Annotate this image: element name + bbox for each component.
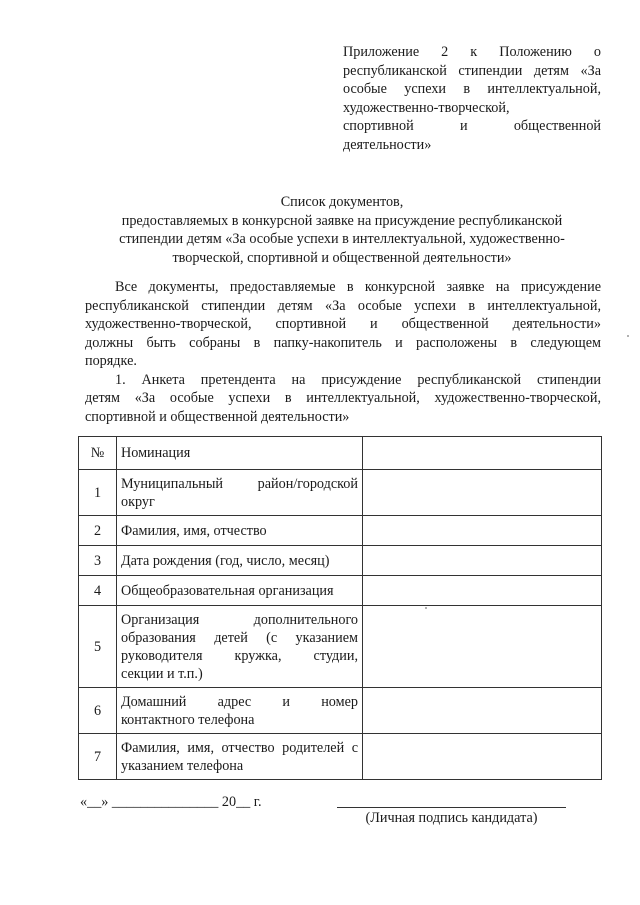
- date-line: «__» _______________ 20__ г.: [80, 794, 262, 810]
- table-row: [79, 470, 602, 516]
- row-label: [117, 688, 363, 734]
- intro-line: порядке.: [85, 353, 137, 369]
- title-line: Список документов,: [280, 194, 404, 210]
- row-label: [117, 470, 363, 516]
- birth-date-field[interactable]: [363, 546, 602, 576]
- table-row: [79, 546, 602, 576]
- title-line: творческой, спортивной и общественной деятельности»: [172, 249, 512, 266]
- municipality-field[interactable]: [363, 470, 602, 516]
- row-label-line: Фамилия, имя, отчество родителей с: [121, 739, 358, 756]
- row-label-line: образования детей (с указанием: [121, 629, 358, 646]
- title-line: предоставляемых в конкурсной заявке на присуждение республиканской: [121, 212, 563, 229]
- row-label-line: Домашний адрес и номер: [121, 693, 358, 710]
- row-label-line: Организация дополнительного: [121, 611, 358, 628]
- appendix-line: особые успехи в интеллектуальной,: [343, 81, 601, 97]
- table-row: [79, 688, 602, 734]
- row-label-line: Муниципальный район/городской: [121, 475, 358, 492]
- school-field[interactable]: [363, 576, 602, 606]
- row-label-line: секции и т.п.): [121, 665, 203, 682]
- appendix-line: Приложение 2 к Положению о: [343, 44, 601, 60]
- title-line: стипендии детям «За особые успехи в интеллектуальной, художественно-: [119, 231, 565, 247]
- appendix-line: спортивной и общественной: [343, 118, 601, 134]
- row-num: 1: [79, 470, 117, 516]
- row-num: 4: [79, 576, 117, 606]
- row-label: [117, 576, 363, 606]
- row-num: 3: [79, 546, 117, 576]
- document-title: [80, 193, 604, 267]
- signature-caption: (Личная подпись кандидата): [365, 810, 538, 826]
- intro-line: спортивной и общественной деятельности»: [85, 408, 350, 425]
- table-row: [79, 576, 602, 606]
- appendix-line: художественно-творческой,: [343, 99, 510, 116]
- intro-line: должны быть собраны в папку-накопитель и расположены в следующем: [85, 334, 601, 351]
- row-num: 5: [79, 606, 117, 688]
- scan-speck: [627, 335, 629, 337]
- intro-line: Все документы, предоставляемые в конкурсной заявке на присуждение: [115, 279, 601, 295]
- row-label: [117, 516, 363, 546]
- table-row: [79, 516, 602, 546]
- row-label-line: Дата рождения (год, число, месяц): [121, 552, 330, 569]
- row-label: [117, 606, 363, 688]
- intro-paragraph: [85, 278, 601, 426]
- row-num: 7: [79, 734, 117, 780]
- row-label-line: руководителя кружка, студии,: [121, 647, 358, 664]
- table-header-row: [79, 437, 602, 470]
- home-address-field[interactable]: [363, 688, 602, 734]
- row-label-line: контактного телефона: [121, 711, 255, 728]
- signature-line: [337, 807, 566, 808]
- extra-education-field[interactable]: [363, 606, 602, 688]
- parents-field[interactable]: [363, 734, 602, 780]
- row-num: 2: [79, 516, 117, 546]
- appendix-line: деятельности»: [343, 136, 432, 153]
- row-label-line: округ: [121, 493, 155, 510]
- intro-line: республиканской стипендии детям «За особые успехи в интеллектуальной,: [85, 297, 601, 314]
- table-row: [79, 734, 602, 780]
- appendix-note: [343, 43, 601, 154]
- row-label-line: Общеобразовательная организация: [121, 582, 334, 599]
- intro-line: детям «За особые успехи в интеллектуальной, художественно-творческой,: [85, 390, 601, 406]
- table-row: [79, 606, 602, 688]
- scan-speck: [425, 607, 427, 609]
- row-label-line: Фамилия, имя, отчество: [121, 522, 267, 539]
- row-label: [117, 734, 363, 780]
- header-label: Номинация: [117, 437, 363, 470]
- row-label-line: указанием телефона: [121, 757, 244, 774]
- full-name-field[interactable]: [363, 516, 602, 546]
- appendix-line: республиканской стипендии детям «За: [343, 62, 601, 79]
- candidate-form-table: [78, 436, 602, 780]
- header-value: [363, 437, 602, 470]
- intro-line: 1. Анкета претендента на присуждение республиканской стипендии: [115, 371, 601, 388]
- row-label: [117, 546, 363, 576]
- intro-line: художественно-творческой, спортивной и общественной деятельности»: [85, 316, 601, 332]
- row-num: 6: [79, 688, 117, 734]
- header-num: №: [79, 437, 117, 470]
